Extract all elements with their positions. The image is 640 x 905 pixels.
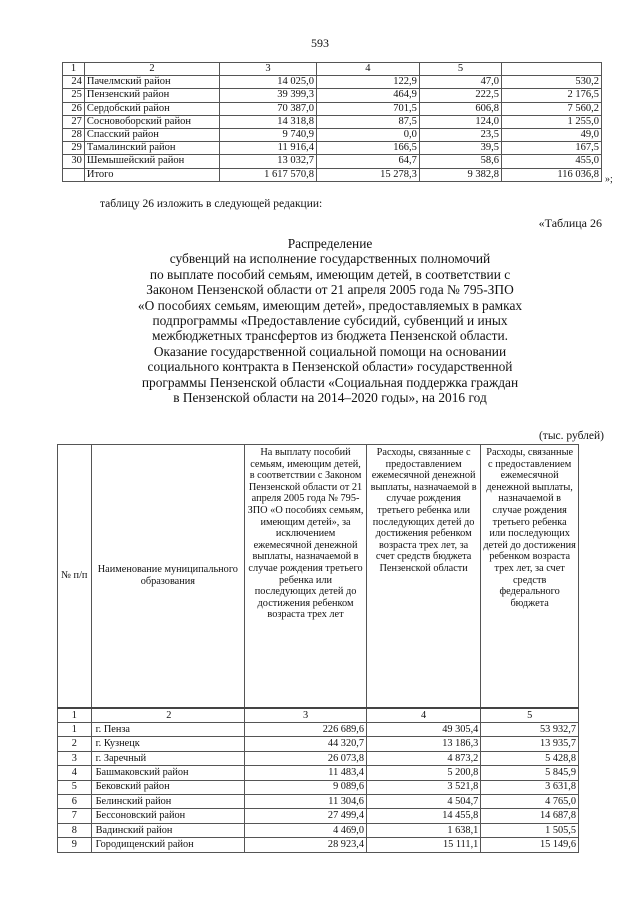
table-row	[58, 823, 579, 837]
value-col-4: 0,0	[317, 128, 420, 141]
table-header-row	[58, 445, 579, 709]
value-col-6: 49,0	[502, 128, 602, 141]
district-name: Тамалинский район	[84, 142, 219, 155]
table-row	[63, 155, 602, 168]
row-number: 1	[58, 723, 92, 737]
col-number: 4	[366, 708, 480, 723]
value-col-5: 39,5	[419, 142, 501, 155]
table-row	[58, 838, 579, 852]
value-col-4: 464,9	[317, 89, 420, 102]
value-col-6: 167,5	[502, 142, 602, 155]
row-number: 28	[63, 128, 85, 141]
value-col-6: 2 176,5	[502, 89, 602, 102]
value-col-4: 49 305,4	[366, 723, 480, 737]
table-title	[60, 236, 600, 405]
table-row	[63, 89, 602, 102]
table-row	[58, 723, 579, 737]
table-26	[57, 444, 579, 853]
row-number: 6	[58, 794, 92, 808]
value-col-5: 15 149,6	[481, 838, 579, 852]
col-header-5: 5	[419, 63, 501, 76]
title-line: подпрограммы «Предоставление субсидий, субвенций и иных	[152, 313, 508, 329]
col-header-benefits: На выплату пособий семьям, имеющим детей, в соответствии с Законом Пензенской области от 21 апреля 2005 года № 795-ЗПО «О пособиях семьям, имеющим детей», за исключением ежемесячной денежной выплаты, назначаемой в случае рождения третьего ребенка или последующих детей до достижения ребенком возраста трех лет	[245, 445, 367, 709]
value-col-4: 5 200,8	[366, 766, 480, 780]
total-label: Итого	[84, 168, 219, 181]
value-col-5: 13 935,7	[481, 737, 579, 751]
table-1-continuation	[62, 62, 602, 182]
value-col-3: 9 740,9	[220, 128, 317, 141]
value-col-3: 4 469,0	[245, 823, 367, 837]
table-row	[63, 76, 602, 89]
value-col-4: 13 186,3	[366, 737, 480, 751]
row-number: 2	[58, 737, 92, 751]
row-number: 27	[63, 115, 85, 128]
total-row	[63, 168, 602, 181]
value-col-3: 28 923,4	[245, 838, 367, 852]
table-row	[63, 142, 602, 155]
title-line: по выплате пособий семьям, имеющим детей, в соответствии с	[149, 266, 511, 282]
value-col-5: 47,0	[419, 76, 501, 89]
col-header-2: 2	[84, 63, 219, 76]
value-col-3: 27 499,4	[245, 809, 367, 823]
municipality-name: Городищенский район	[91, 838, 244, 852]
value-col-3: 26 073,8	[245, 751, 367, 765]
table-row	[63, 128, 602, 141]
value-col-3: 9 089,6	[245, 780, 367, 794]
row-number: 30	[63, 155, 85, 168]
value-col-4: 701,5	[317, 102, 420, 115]
value-col-3: 13 032,7	[220, 155, 317, 168]
value-col-4: 14 455,8	[366, 809, 480, 823]
value-col-3: 14 318,8	[220, 115, 317, 128]
title-line: программы Пензенской области «Социальная поддержка граждан	[141, 374, 519, 390]
value-col-5: 53 932,7	[481, 723, 579, 737]
closing-quote-mark: »;	[605, 174, 613, 185]
col-header-1: 1	[63, 63, 85, 76]
municipality-name: г. Пенза	[91, 723, 244, 737]
total-col-4: 15 278,3	[317, 168, 420, 181]
value-col-4: 1 638,1	[366, 823, 480, 837]
table-row	[58, 794, 579, 808]
table-header-row	[63, 63, 602, 76]
units-label: (тыс. рублей)	[538, 430, 604, 442]
row-number: 29	[63, 142, 85, 155]
value-col-4: 122,9	[317, 76, 420, 89]
value-col-5: 124,0	[419, 115, 501, 128]
col-number: 5	[481, 708, 579, 723]
municipality-name: г. Кузнецк	[91, 737, 244, 751]
municipality-name: Белинский район	[91, 794, 244, 808]
col-header-number: № п/п	[58, 445, 92, 709]
title-line: Законом Пензенской области от 21 апреля 2005 года № 795-ЗПО	[146, 282, 514, 298]
col-header-6	[502, 63, 602, 76]
row-number: 9	[58, 838, 92, 852]
value-col-5: 222,5	[419, 89, 501, 102]
value-col-3: 39 399,3	[220, 89, 317, 102]
value-col-6: 7 560,2	[502, 102, 602, 115]
page-number: 593	[311, 36, 329, 50]
row-number: 7	[58, 809, 92, 823]
value-col-5: 23,5	[419, 128, 501, 141]
total-col-6: 116 036,8	[502, 168, 602, 181]
col-number: 1	[58, 708, 92, 723]
value-col-6: 530,2	[502, 76, 602, 89]
value-col-3: 70 387,0	[220, 102, 317, 115]
col-number: 2	[91, 708, 244, 723]
value-col-5: 58,6	[419, 155, 501, 168]
municipality-name: Вадинский район	[91, 823, 244, 837]
value-col-4: 166,5	[317, 142, 420, 155]
municipality-name: Бессоновский район	[91, 809, 244, 823]
table-label: «Таблица 26	[538, 216, 602, 230]
col-header-regional-budget: Расходы, связанные с предоставлением ежемесячной денежной выплаты, назначаемой в случае рождения третьего ребенка или последующих детей до достижения ребенком возраста трех лет, за счет средств бюджета Пензенской области	[366, 445, 480, 709]
total-col-3: 1 617 570,8	[220, 168, 317, 181]
row-number: 24	[63, 76, 85, 89]
title-line: в Пензенской области на 2014–2020 годы», на 2016 год	[173, 390, 487, 406]
row-number: 4	[58, 766, 92, 780]
intro-paragraph: таблицу 26 изложить в следующей редакции:	[100, 198, 323, 210]
column-number-row	[58, 708, 579, 723]
table-row	[63, 102, 602, 115]
value-col-5: 1 505,5	[481, 823, 579, 837]
value-col-3: 44 320,7	[245, 737, 367, 751]
value-col-6: 455,0	[502, 155, 602, 168]
value-col-3: 14 025,0	[220, 76, 317, 89]
municipality-name: Бековский район	[91, 780, 244, 794]
title-line: социального контракта в Пензенской области» государственной	[147, 359, 513, 375]
district-name: Спасский район	[84, 128, 219, 141]
value-col-5: 5 428,8	[481, 751, 579, 765]
table-row	[58, 751, 579, 765]
municipality-name: Башмаковский район	[91, 766, 244, 780]
col-header-federal-budget: Расходы, связанные с предоставлением ежемесячной денежной выплаты, назначаемой в случае рождения третьего ребенка или последующих детей до достижения ребенком возраста трех лет, за счет средств федерального бюджета	[481, 445, 579, 709]
district-name: Пензенский район	[84, 89, 219, 102]
title-line: Распределение	[287, 236, 373, 251]
title-line: межбюджетных трансфертов из бюджета Пензенской области.	[152, 328, 508, 344]
row-number: 3	[58, 751, 92, 765]
value-col-5: 4 765,0	[481, 794, 579, 808]
col-header-4: 4	[317, 63, 420, 76]
row-number: 25	[63, 89, 85, 102]
table-row	[63, 115, 602, 128]
table-row	[58, 809, 579, 823]
value-col-3: 226 689,6	[245, 723, 367, 737]
value-col-4: 3 521,8	[366, 780, 480, 794]
table-row	[58, 766, 579, 780]
district-name: Сосновоборский район	[84, 115, 219, 128]
total-col-5: 9 382,8	[419, 168, 501, 181]
value-col-4: 87,5	[317, 115, 420, 128]
table-row	[58, 780, 579, 794]
title-line: субвенций на исполнение государственных полномочий	[169, 251, 491, 267]
value-col-6: 1 255,0	[502, 115, 602, 128]
value-col-5: 14 687,8	[481, 809, 579, 823]
value-col-5: 5 845,9	[481, 766, 579, 780]
row-number: 8	[58, 823, 92, 837]
col-header-municipality: Наименование муниципального образования	[91, 445, 244, 709]
value-col-5: 3 631,8	[481, 780, 579, 794]
value-col-4: 4 504,7	[366, 794, 480, 808]
value-col-3: 11 304,6	[245, 794, 367, 808]
row-number: 26	[63, 102, 85, 115]
col-number: 3	[245, 708, 367, 723]
value-col-5: 606,8	[419, 102, 501, 115]
value-col-3: 11 483,4	[245, 766, 367, 780]
value-col-4: 15 111,1	[366, 838, 480, 852]
row-number: 5	[58, 780, 92, 794]
title-line: Оказание государственной социальной помощи на основании	[153, 343, 507, 359]
col-header-3: 3	[220, 63, 317, 76]
district-name: Шемышейский район	[84, 155, 219, 168]
value-col-3: 11 916,4	[220, 142, 317, 155]
district-name: Сердобский район	[84, 102, 219, 115]
value-col-4: 4 873,2	[366, 751, 480, 765]
row-number	[63, 168, 85, 181]
value-col-4: 64,7	[317, 155, 420, 168]
table-row	[58, 737, 579, 751]
title-line: «О пособиях семьям, имеющим детей», предоставляемых в рамках	[137, 297, 523, 313]
municipality-name: г. Заречный	[91, 751, 244, 765]
district-name: Пачелмский район	[84, 76, 219, 89]
